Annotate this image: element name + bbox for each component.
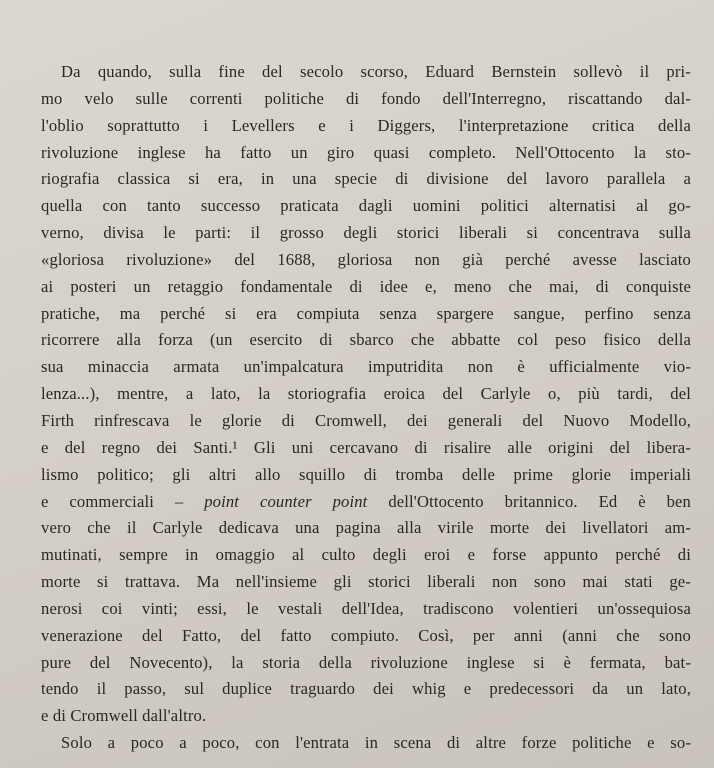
text-line: mutinati, sempre in omaggio al culto degli eroi e forse appunto perché di (41, 545, 691, 565)
text-line: ai posteri un retaggio fondamentale di idee e, meno che mai, di conquiste (41, 276, 691, 296)
text-line: l'oblio soprattutto i Levellers e i Diggers, l'interpretazione critica della (41, 115, 691, 135)
text-line: pratiche, ma perché si era compiuta senza spargere sangue, perfino senza (41, 303, 691, 323)
text-line: Da quando, sulla fine del secolo scorso, Eduard Bernstein sollevò il pri- (61, 62, 691, 81)
text-line: morte si trattava. Ma nell'insieme gli storici liberali non sono mai stati ge- (41, 572, 691, 592)
paragraph-2 (41, 730, 691, 757)
text-line: Solo a poco a poco, con l'entrata in scena di altre forze politiche e so- (61, 733, 691, 753)
paragraph-1 (41, 59, 691, 730)
text-line: pure del Novecento), la storia della rivoluzione inglese si è fermata, bat- (41, 652, 691, 672)
text-line: mo velo sulle correnti politiche di fondo dell'Interregno, riscattando dal- (41, 88, 691, 108)
text-line: riografia classica si era, in una specie di divisione del lavoro parallela a (41, 169, 691, 189)
text-segment: e commerciali – (41, 491, 205, 511)
text-line: venerazione del Fatto, del fatto compiuto. Così, per anni (anni che sono (41, 625, 691, 645)
text-line: verno, divisa le parti: il grosso degli storici liberali si concentrava sulla (41, 223, 691, 243)
text-line: lenza...), mentre, a lato, la storiografia eroica del Carlyle o, più tardi, del (41, 384, 691, 404)
text-line: tendo il passo, sul duplice traguardo dei whig e predecessori da un lato, (41, 679, 691, 699)
text-line: rivoluzione inglese ha fatto un giro quasi completo. Nell'Ottocento la sto- (41, 142, 691, 162)
text-line: sua minaccia armata un'impalcatura imputridita non è ufficialmente vio- (41, 357, 691, 377)
text-line: lismo politico; gli altri allo squillo di tromba delle prime glorie imperiali (41, 464, 691, 484)
italic-phrase: point counter point (204, 491, 368, 511)
text-line: vero che il Carlyle dedicava una pagina alla virile morte dei livellatori am- (41, 518, 691, 538)
text-line: quella con tanto successo praticata dagli uomini politici alternatisi al go- (41, 196, 691, 216)
text-line: nerosi coi vinti; essi, le vestali dell'Idea, tradiscono volentieri un'ossequiosa (41, 598, 691, 618)
text-line: e di Cromwell dall'altro. (41, 706, 207, 726)
text-line: ricorrere alla forza (un esercito di sbarco che abbatte col peso fisico della (41, 330, 691, 350)
text-line (41, 489, 691, 516)
text-line: Firth rinfrescava le glorie di Cromwell, dei generali del Nuovo Modello, (41, 410, 691, 430)
book-page-text (41, 59, 691, 757)
text-line: e del regno dei Santi.¹ Gli uni cercavano di risalire alle origini del libera- (41, 437, 691, 457)
text-segment: dell'Ottocento britannico. Ed è ben (367, 491, 691, 511)
text-line: «gloriosa rivoluzione» del 1688, gloriosa non già perché avesse lasciato (41, 249, 691, 269)
